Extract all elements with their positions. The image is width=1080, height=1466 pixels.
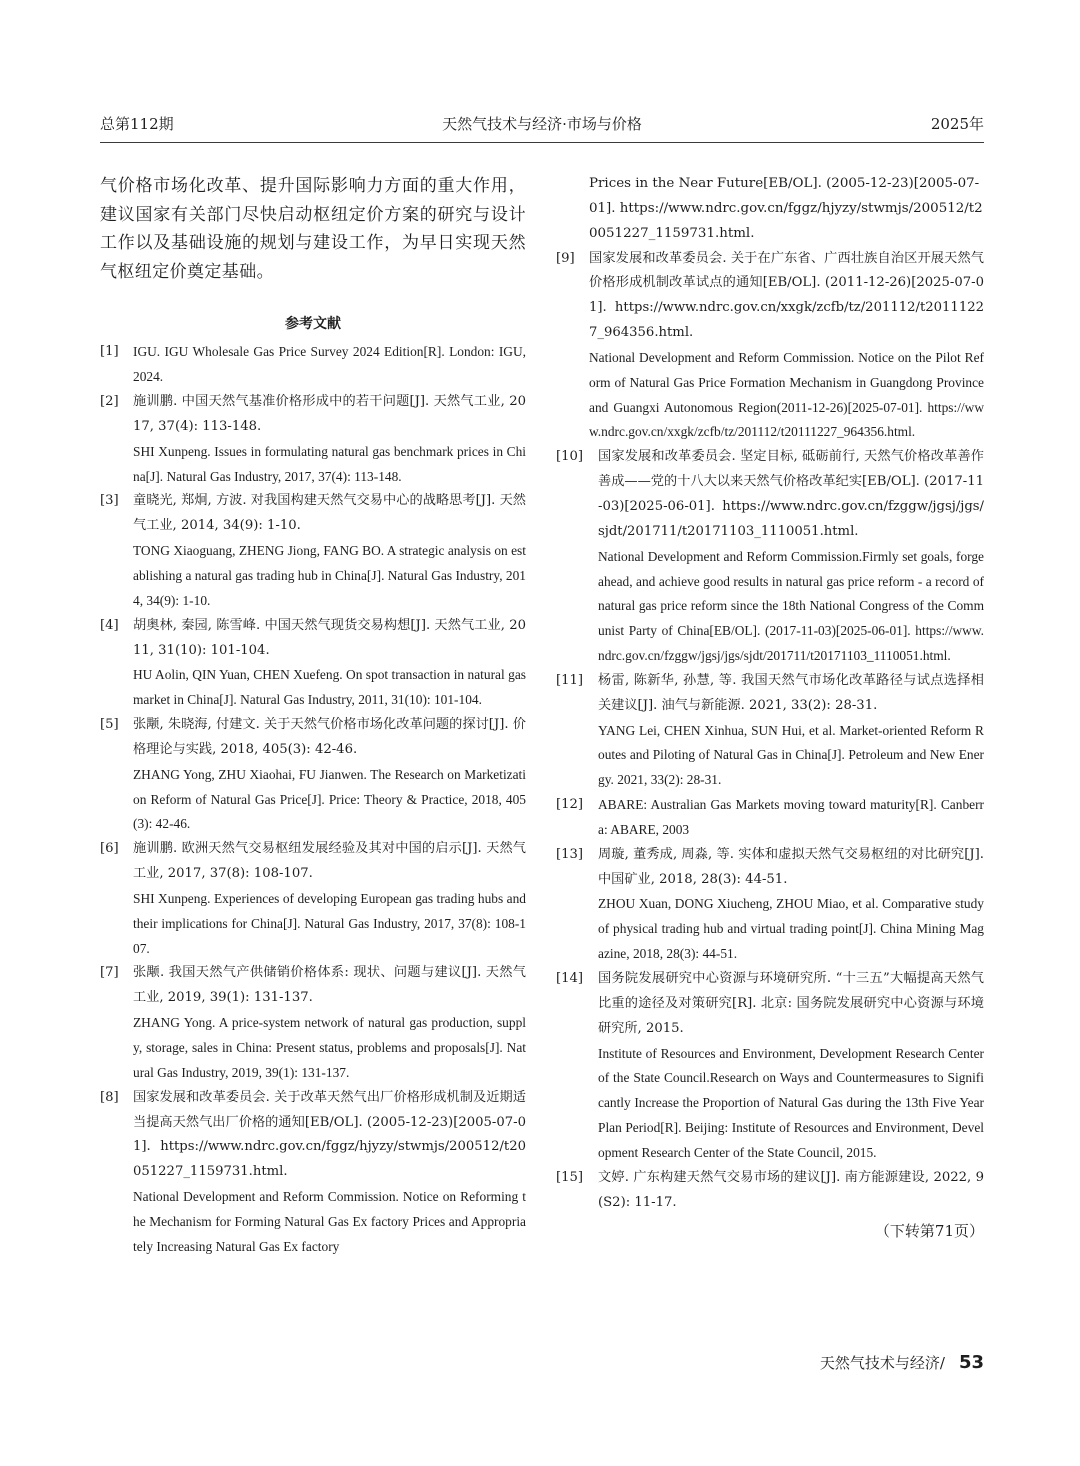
reference-continuation: Prices in the Near Future[EB/OL]. (2005-12-23)[2005-07-01]. https://www.ndrc.gov.cn/fggz/hjyzy/stwmjs/200512/t20051227_1159731.html. xyxy=(589,176,983,241)
reference-item xyxy=(100,614,526,713)
reference-zh: 张颙, 朱晓海, 付建文. 关于天然气价格市场化改革问题的探讨[J]. 价格理论与实践, 2018, 405(3): 42-46. xyxy=(133,717,526,757)
reference-number: [3] xyxy=(100,493,119,509)
reference-zh: 张颙. 我国天然气产供储销价格体系: 现状、问题与建议[J]. 天然气工业, 2019, 39(1): 131-137. xyxy=(133,965,526,1006)
reference-item xyxy=(556,843,984,967)
reference-item xyxy=(556,1166,984,1216)
reference-number: [13] xyxy=(556,846,584,862)
reference-zh: 施训鹏. 中国天然气基准价格形成中的若干问题[J]. 天然气工业, 2017, 37(4): 113-148. xyxy=(133,394,526,434)
reference-en: National Development and Reform Commission. Notice on the Pilot Reform of Natural Gas Price Formation Mechanism in Guangdong Province and Guangxi Autonomous Region(2011-12-26)[2025-07-01]. https://www.ndrc.gov.cn/xxgk/zcfb/tz/201112/t20111227_964356.html. xyxy=(589,349,984,440)
reference-item xyxy=(556,669,984,793)
reference-item xyxy=(556,793,984,843)
reference-zh: 童晓光, 郑炯, 方波. 对我国构建天然气交易中心的战略思考[J]. 天然气工业, 2014, 34(9): 1-10. xyxy=(133,493,526,534)
reference-number: [6] xyxy=(100,841,119,857)
reference-en: ZHANG Yong, ZHU Xiaohai, FU Jianwen. The Research on Marketization Reform of Natural Gas Price[J]. Price: Theory & Practice, 2018, 405(3): 42-46. xyxy=(133,766,526,832)
reference-en: Institute of Resources and Environment, Development Research Center of the State Council.Research on Ways and Countermeasures to Significantly Increase the Proportion of Natural Gas during the 13th Five Year Plan Period[R]. Beijing: Institute of Resources and Environment, Development Research Center of the State Council, 2015. xyxy=(598,1045,984,1160)
reference-item xyxy=(556,967,984,1166)
reference-item xyxy=(100,961,526,1085)
reference-item xyxy=(100,489,526,613)
references-heading: 参考文献 xyxy=(285,316,341,333)
reference-en: SHI Xunpeng. Experiences of developing European gas trading hubs and their implications for China[J]. Natural Gas Industry, 2017, 37(8): 108-107. xyxy=(133,890,526,956)
reference-zh: 胡奥林, 秦园, 陈雪峰. 中国天然气现货交易构想[J]. 天然气工业, 2011, 31(10): 101-104. xyxy=(133,617,526,658)
issue-number: 总第112期 xyxy=(100,115,174,133)
reference-en: ZHANG Yong. A price-system network of natural gas production, supply, storage, sales in China: Present status, problems and proposals[J]. Natural Gas Industry, 2019, 39(1): 131-137. xyxy=(133,1015,526,1080)
reference-number: [14] xyxy=(556,971,584,986)
reference-en: TONG Xiaoguang, ZHENG Jiong, FANG BO. A strategic analysis on establishing a natural gas trading hub in China[J]. Natural Gas Industry, 2014, 34(9): 1-10. xyxy=(133,543,526,608)
running-header xyxy=(100,112,984,143)
reference-item xyxy=(100,837,526,961)
reference-number: [9] xyxy=(556,250,575,266)
reference-en: YANG Lei, CHEN Xinhua, SUN Hui, et al. Market-oriented Reform Routes and Piloting of Natural Gas in China[J]. Petroleum and New Energy. 2021, 33(2): 28-31. xyxy=(598,722,984,788)
reference-zh: 杨雷, 陈新华, 孙慧, 等. 我国天然气市场化改革路径与试点选择相关建议[J]. 油气与新能源. 2021, 33(2): 28-31. xyxy=(598,672,984,713)
left-column xyxy=(100,172,526,1260)
reference-number: [1] xyxy=(100,344,119,360)
reference-zh: 国务院发展研究中心资源与环境研究所. “十三五”大幅提高天然气比重的途径及对策研究[R]. 北京: 国务院发展研究中心资源与环境研究所, 2015. xyxy=(598,971,984,1036)
reference-en: SHI Xunpeng. Issues in formulating natural gas benchmark prices in China[J]. Natural Gas Industry, 2017, 37(4): 113-148. xyxy=(133,443,526,484)
reference-en: HU Aolin, QIN Yuan, CHEN Xuefeng. On spot transaction in natural gas market in China[J]. Natural Gas Industry, 2011, 31(10): 101-104. xyxy=(133,667,526,708)
footer-journal-name: 天然气技术与经济/ xyxy=(819,1354,945,1372)
body-paragraph: 气价格市场化改革、提升国际影响力方面的重大作用，建议国家有关部门尽快启动枢纽定价方案的研究与设计工作以及基础设施的规划与建设工作，为早日实现天然气枢纽定价奠定基础。 xyxy=(100,176,526,282)
right-column xyxy=(556,172,984,1243)
reference-item xyxy=(556,247,984,446)
reference-number: [5] xyxy=(100,717,119,733)
reference-item xyxy=(100,1086,526,1260)
reference-number: [10] xyxy=(556,449,584,465)
continued-note: （下转第71页） xyxy=(874,1222,984,1241)
reference-number: [8] xyxy=(100,1089,119,1105)
reference-zh: 文婷. 广东构建天然气交易市场的建议[J]. 南方能源建设, 2022, 9(S2): 11-17. xyxy=(598,1169,984,1210)
reference-item xyxy=(100,340,526,390)
reference-zh: 施训鹏. 欧洲天然气交易枢纽发展经验及其对中国的启示[J]. 天然气工业, 2017, 37(8): 108-107. xyxy=(133,841,526,882)
year: 2025年 xyxy=(930,115,984,133)
page-footer xyxy=(700,1352,984,1378)
reference-en: National Development and Reform Commission.Firmly set goals, forge ahead, and achieve good results in natural gas price reform - a record of natural gas price reform since the 18th National Congress of the Communist Party of China[EB/OL]. (2017-11-03)[2025-06-01]. https://www.ndrc.gov.cn/fzggw/jgsj/jgs/sjdt/201711/t20171103_1110051.html. xyxy=(598,548,984,664)
reference-item xyxy=(100,713,526,837)
reference-number: [4] xyxy=(100,617,119,633)
reference-zh: 国家发展和改革委员会. 坚定目标, 砥砺前行, 天然气价格改革善作善成——党的十八大以来天然气价格改革纪实[EB/OL]. (2017-11-03)[2025-06-01]. https://www.ndrc.gov.cn/fzggw/jgsj/jgs/sjdt/201711/t20171103_1110051.html. xyxy=(598,449,984,539)
reference-item xyxy=(100,390,526,489)
reference-en: ZHOU Xuan, DONG Xiucheng, ZHOU Miao, et al. Comparative study of physical trading hub and virtual trading point[J]. China Mining Magazine, 2018, 28(3): 44-51. xyxy=(598,896,984,962)
reference-item xyxy=(556,445,984,669)
reference-en: National Development and Reform Commission. Notice on Reforming the Mechanism for Forming Natural Gas Ex factory Prices and Appropriately Increasing Natural Gas Ex factory xyxy=(133,1189,526,1254)
reference-en: IGU. IGU Wholesale Gas Price Survey 2024 Edition[R]. London: IGU, 2024. xyxy=(133,344,526,385)
reference-zh: 周璇, 董秀成, 周淼, 等. 实体和虚拟天然气交易枢纽的对比研究[J]. 中国矿业, 2018, 28(3): 44-51. xyxy=(598,846,984,887)
reference-en: ABARE: Australian Gas Markets moving toward maturity[R]. Canberra: ABARE, 2003 xyxy=(598,797,984,837)
journal-section-title: 天然气技术与经济·市场与价格 xyxy=(442,115,642,133)
page-number: 53 xyxy=(958,1352,984,1373)
reference-number: [2] xyxy=(100,394,119,410)
reference-number: [7] xyxy=(100,965,119,981)
reference-zh: 国家发展和改革委员会. 关于改革天然气出厂价格形成机制及近期适当提高天然气出厂价格的通知[EB/OL]. (2005-12-23)[2005-07-01]. https://www.ndrc.gov.cn/fggz/hjyzy/stwmjs/200512/t20051227_1159731.html. xyxy=(133,1089,526,1180)
reference-number: [12] xyxy=(556,797,584,813)
reference-number: [11] xyxy=(556,672,584,688)
reference-zh: 国家发展和改革委员会. 关于在广东省、广西壮族自治区开展天然气价格形成机制改革试点的通知[EB/OL]. (2011-12-26)[2025-07-01]. https://www.ndrc.gov.cn/xxgk/zcfb/tz/201112/t20111227_964356.html. xyxy=(589,250,984,341)
reference-number: [15] xyxy=(556,1169,584,1185)
